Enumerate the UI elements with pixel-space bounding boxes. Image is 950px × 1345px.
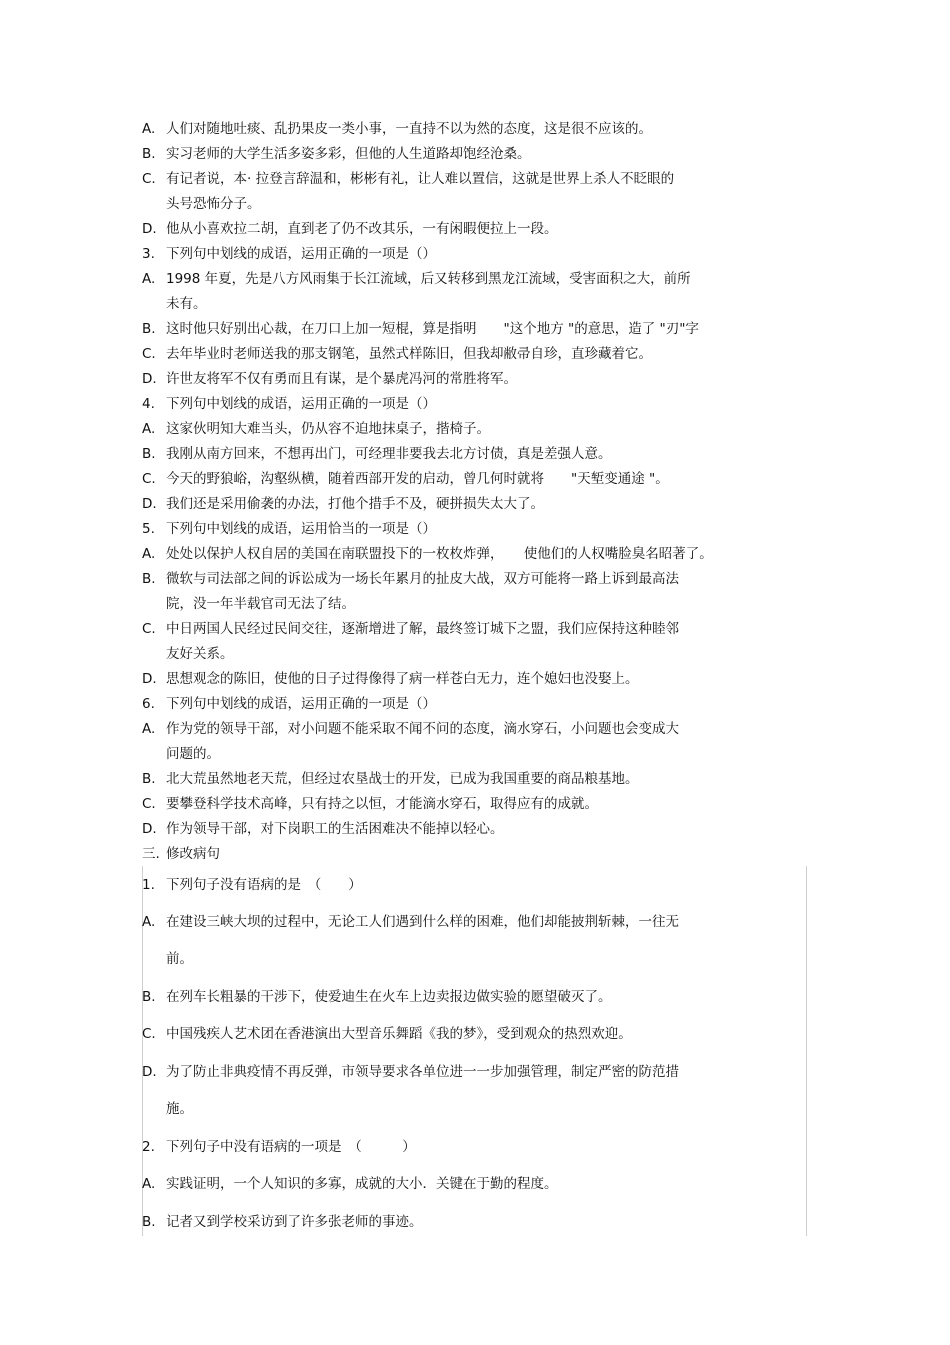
line-text: 下列句中划线的成语，运用正确的一项是（） [166, 696, 436, 712]
item-label: D. [142, 1064, 157, 1080]
text-line [142, 445, 612, 463]
item-label: 6. [142, 696, 155, 712]
text-line [142, 1025, 632, 1043]
line-text: 他从小喜欢拉二胡，直到老了仍不改其乐，一有闲暇便拉上一段。 [166, 221, 558, 237]
text-line [142, 988, 612, 1006]
text-line [142, 1175, 558, 1193]
text-line [142, 270, 691, 288]
item-label: A. [142, 721, 156, 737]
text-line [142, 495, 544, 513]
line-text: 下列句中划线的成语，运用正确的一项是（） [166, 246, 436, 262]
item-label: 2. [142, 1139, 155, 1155]
text-line [142, 876, 362, 894]
line-text: 去年毕业时老师送我的那支钢笔，虽然式样陈旧，但我却敝帚自珍，直珍藏着它。 [166, 346, 652, 362]
item-label: A. [142, 914, 156, 930]
text-line [142, 195, 261, 213]
text-line [142, 1100, 193, 1118]
line-text: 问题的。 [166, 746, 220, 762]
line-text: 我们还是采用偷袭的办法，打他个措手不及，硬拼损失太大了。 [166, 496, 544, 512]
item-label: 3. [142, 246, 155, 262]
item-label: C. [142, 1026, 156, 1042]
item-label: D. [142, 821, 157, 837]
item-label: B. [142, 446, 156, 462]
item-label: D. [142, 671, 157, 687]
item-label: C. [142, 796, 156, 812]
line-text: 有记者说，本· 拉登言辞温和，彬彬有礼，让人难以置信，这就是世界上杀人不眨眼的 [166, 171, 675, 187]
line-text: 许世友将军不仅有勇而且有谋，是个暴虎冯河的常胜将军。 [166, 371, 517, 387]
line-text: 记者又到学校采访到了许多张老师的事迹。 [166, 1214, 423, 1230]
text-line [142, 595, 355, 613]
right-border-line [806, 866, 807, 1236]
text-line [142, 120, 652, 138]
line-text: 作为党的领导干部，对小问题不能采取不闻不问的态度，滴水穿石，小问题也会变成大 [166, 721, 679, 737]
text-line [142, 913, 679, 931]
line-text: 未有。 [166, 296, 207, 312]
line-text: 在建设三峡大坝的过程中，无论工人们遇到什么样的困难，他们却能披荆斩棘，一往无 [166, 914, 679, 930]
item-label: A. [142, 271, 156, 287]
line-text: 今天的野狼峪，沟壑纵横，随着西部开发的启动，曾几何时就将 "天堑变通途 "。 [166, 471, 669, 487]
text-line [142, 570, 679, 588]
line-text: 处处以保护人权自居的美国在南联盟投下的一枚枚炸弹， 使他们的人权嘴脸臭名昭著了。 [166, 546, 713, 562]
line-text: 前。 [166, 951, 193, 967]
text-line [142, 170, 674, 188]
text-line [142, 420, 490, 438]
text-line [142, 1138, 416, 1156]
item-label: C. [142, 621, 156, 637]
line-text: 下列句子没有语病的是 （ ） [166, 877, 362, 893]
text-line [142, 670, 639, 688]
line-text: 为了防止非典疫情不再反弹，市领导要求各单位进一一步加强管理，制定严密的防范措 [166, 1064, 679, 1080]
text-line [142, 370, 517, 388]
item-label: D. [142, 371, 157, 387]
line-text: 我刚从南方回来，不想再出门，可经理非要我去北方讨债，真是差强人意。 [166, 446, 612, 462]
text-line [142, 745, 220, 763]
line-text: 施。 [166, 1101, 193, 1117]
line-text: 实践证明，一个人知识的多寡，成就的大小．关键在于勤的程度。 [166, 1176, 558, 1192]
line-text: 思想观念的陈旧，使他的日子过得像得了病一样苍白无力，连个媳妇也没娶上。 [166, 671, 639, 687]
item-label: A. [142, 121, 156, 137]
line-text: 下列句中划线的成语，运用恰当的一项是（） [166, 521, 436, 537]
text-line [142, 620, 679, 638]
line-text: 北大荒虽然地老天荒，但经过农垦战士的开发，已成为我国重要的商品粮基地。 [166, 771, 639, 787]
text-line [142, 245, 436, 263]
item-label: 4. [142, 396, 155, 412]
text-line [142, 320, 699, 338]
item-label: A. [142, 421, 156, 437]
item-label: A. [142, 546, 156, 562]
text-line [142, 470, 669, 488]
text-line [142, 520, 436, 538]
line-text: 下列句子中没有语病的一项是 （ ） [166, 1139, 416, 1155]
item-label: A. [142, 1176, 156, 1192]
line-text: 要攀登科学技术高峰，只有持之以恒，才能滴水穿石，取得应有的成就。 [166, 796, 598, 812]
item-label: D. [142, 496, 157, 512]
item-label: 三. [142, 846, 160, 862]
text-line [142, 695, 436, 713]
item-label: B. [142, 571, 156, 587]
line-text: 院，没一年半载官司无法了结。 [166, 596, 355, 612]
item-label: C. [142, 171, 156, 187]
text-line [142, 820, 504, 838]
item-label: 1. [142, 877, 155, 893]
line-text: 中国残疾人艺术团在香港演出大型音乐舞蹈《我的梦》，受到观众的热烈欢迎。 [166, 1026, 632, 1042]
item-label: B. [142, 1214, 156, 1230]
item-label: 5. [142, 521, 155, 537]
line-text: 中日两国人民经过民间交往，逐渐增进了解，最终签订城下之盟，我们应保持这种睦邻 [166, 621, 679, 637]
item-label: B. [142, 989, 156, 1005]
item-label: D. [142, 221, 157, 237]
text-line [142, 950, 193, 968]
line-text: 微软与司法部之间的诉讼成为一场长年累月的扯皮大战，双方可能将一路上诉到最高法 [166, 571, 679, 587]
item-label: B. [142, 771, 156, 787]
item-label: C. [142, 471, 156, 487]
text-line [142, 295, 207, 313]
item-label: B. [142, 146, 156, 162]
line-text: 人们对随地吐痰、乱扔果皮一类小事，一直持不以为然的态度，这是很不应该的。 [166, 121, 652, 137]
item-label: B. [142, 321, 156, 337]
line-text: 下列句中划线的成语，运用正确的一项是（） [166, 396, 436, 412]
text-line [142, 145, 531, 163]
line-text: 1998 年夏，先是八方风雨集于长江流域，后又转移到黑龙江流域，受害面积之大，前所 [166, 271, 691, 287]
text-line [142, 345, 652, 363]
text-line [142, 645, 234, 663]
line-text: 友好关系。 [166, 646, 234, 662]
line-text: 头号恐怖分子。 [166, 196, 261, 212]
text-line [142, 1213, 423, 1231]
item-label: C. [142, 346, 156, 362]
text-line [142, 845, 220, 863]
line-text: 作为领导干部，对下岗职工的生活困难决不能掉以轻心。 [166, 821, 504, 837]
line-text: 这时他只好别出心裁，在刀口上加一短棍，算是指明 "这个地方 "的意思，造了 "刃"字 [166, 321, 699, 337]
text-line [142, 1063, 679, 1081]
line-text: 实习老师的大学生活多姿多彩，但他的人生道路却饱经沧桑。 [166, 146, 531, 162]
text-line [142, 220, 558, 238]
text-line [142, 545, 713, 563]
line-text: 修改病句 [166, 846, 220, 862]
text-line [142, 720, 679, 738]
line-text: 这家伙明知大难当头，仍从容不迫地抹桌子，揩椅子。 [166, 421, 490, 437]
line-text: 在列车长粗暴的干涉下，使爱迪生在火车上边卖报边做实验的愿望破灭了。 [166, 989, 612, 1005]
text-line [142, 770, 639, 788]
text-line [142, 395, 436, 413]
text-line [142, 795, 598, 813]
